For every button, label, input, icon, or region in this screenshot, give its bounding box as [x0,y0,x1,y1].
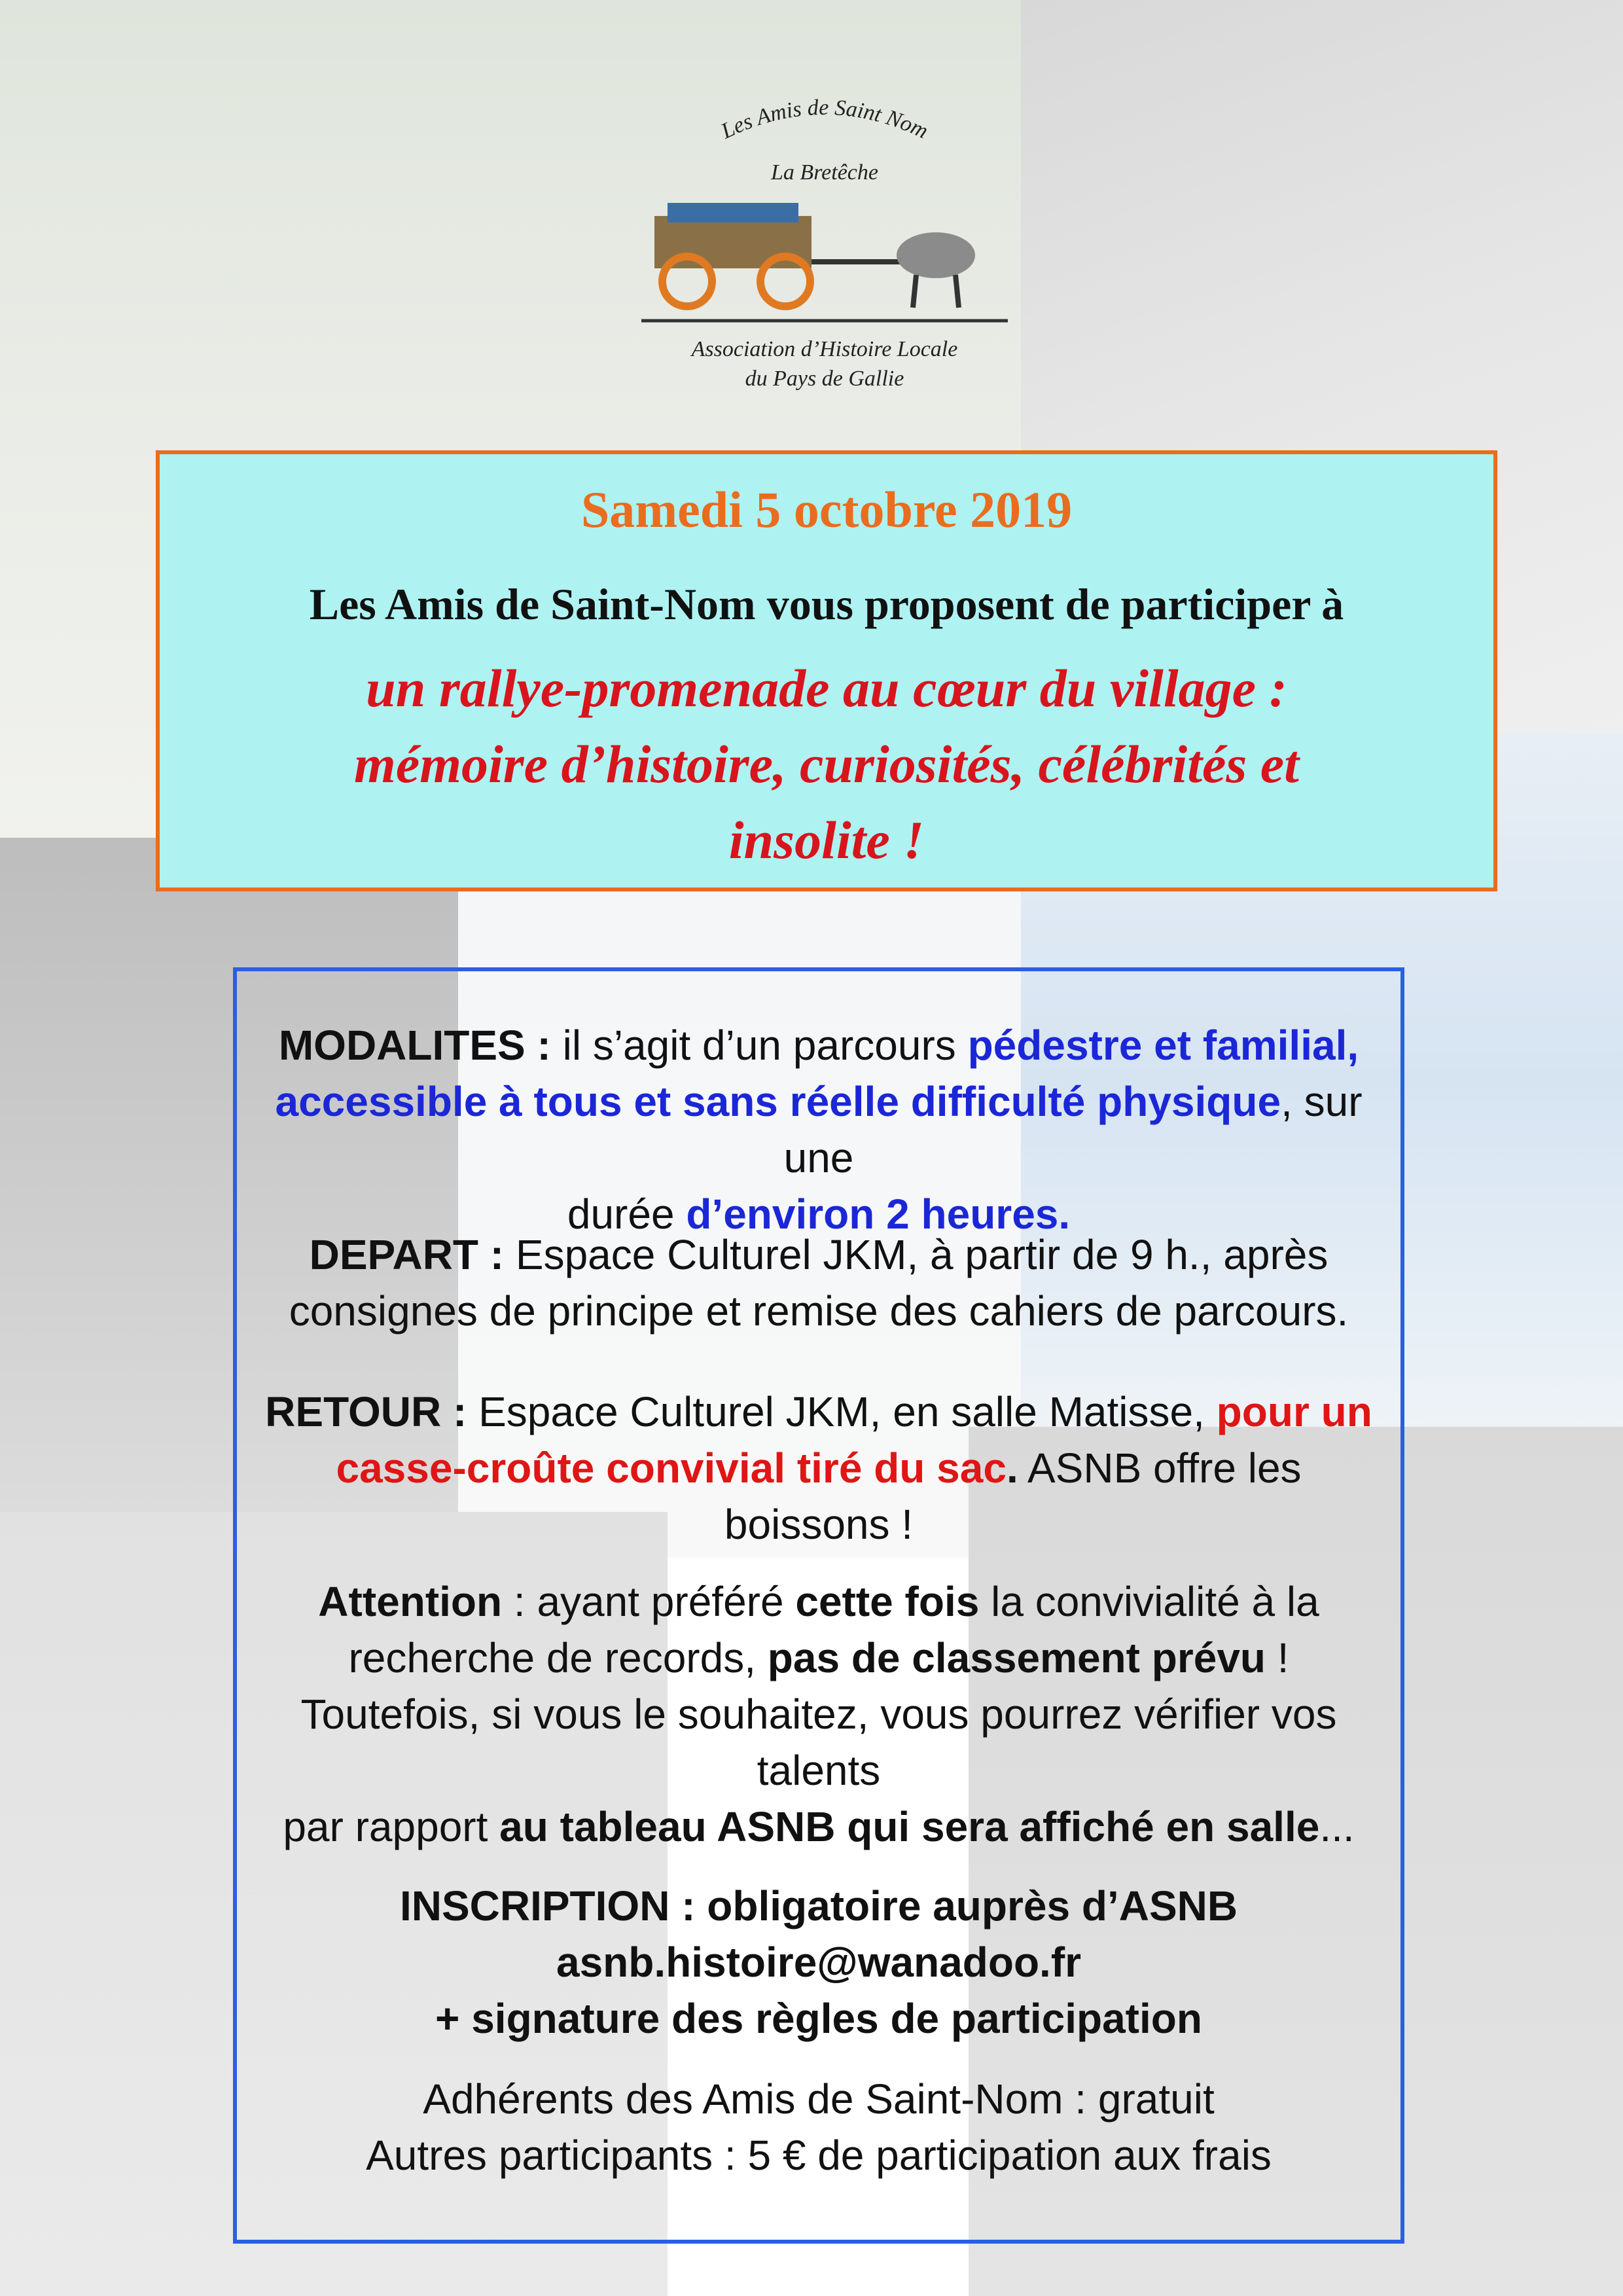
attention-label: Attention [318,1578,503,1625]
attention-bold-3: au tableau ASNB qui sera affiché en salle [499,1803,1320,1850]
event-title-line-2: mémoire d’histoire, curiosités, célébrités et [354,734,1299,794]
retour-highlight-1: pour un [1216,1388,1372,1435]
attention-text-7: ... [1319,1803,1355,1850]
event-title [186,651,1467,878]
inscription-paragraph [250,1878,1387,2047]
modalites-text-2: , sur une [783,1078,1363,1181]
event-header-box [156,450,1497,891]
modalites-text-3: durée [567,1191,687,1238]
inscription-rules: + signature des règles de participation [435,1995,1202,2042]
attention-bold-2: pas de classement prévu [767,1634,1266,1681]
attention-text-4: ! [1266,1634,1289,1681]
svg-text:Les Amis de Saint Nom: Les Amis de Saint Nom [717,95,932,144]
depart-paragraph [250,1227,1387,1339]
event-title-line-3: insolite ! [728,810,925,870]
inscription-email[interactable]: asnb.histoire@wanadoo.fr [556,1939,1082,1986]
logo-line-2: du Pays de Gallie [745,367,904,391]
attention-text-3: recherche de records, [348,1634,768,1681]
depart-text-1: Espace Culturel JKM, à partir de 9 h., après [504,1231,1329,1278]
attention-text-5: Toutefois, si vous le souhaitez, vous pourrez vérifier vos talents [300,1691,1337,1794]
logo-subtitle: La Bretêche [771,160,878,185]
retour-highlight-2: casse-croûte convivial tiré du sac [336,1444,1007,1492]
modalites-label: MODALITES : [278,1022,551,1069]
retour-period: . [1006,1444,1018,1492]
modalites-highlight-1: pédestre et familial, [967,1022,1359,1069]
retour-label: RETOUR : [265,1388,467,1435]
logo-arc-text [615,79,1034,164]
attention-text-1: : ayant préféré [502,1578,796,1625]
attention-text-6: par rapport [283,1803,500,1850]
event-title-line-1: un rallye-promenade au cœur du village : [366,658,1287,718]
attention-text-2: la convivialité à la [979,1578,1319,1625]
tarif-others: Autres participants : 5 € de participation aux frais [366,2132,1272,2179]
event-date: Samedi 5 octobre 2019 [580,481,1073,538]
modalites-paragraph [250,1017,1387,1242]
retour-text-2: ASNB offre les boissons ! [724,1444,1302,1548]
attention-bold-1: cette fois [795,1578,980,1625]
depart-label: DEPART : [309,1231,505,1278]
logo-line-1: Association d’Histoire Locale [691,337,958,361]
modalites-highlight-2: accessible à tous et sans réelle difficulté physique [275,1078,1281,1125]
depart-text-2: consignes de principe et remise des cahiers de parcours. [289,1287,1349,1335]
association-logo [615,79,1034,406]
event-details-box [233,967,1404,2244]
event-intro: Les Amis de Saint-Nom vous proposent de participer à [309,579,1344,629]
ox-cart-icon [641,190,1008,334]
attention-paragraph [250,1573,1387,1855]
modalites-text: il s’agit d’un parcours [550,1022,968,1069]
modalites-duration: d’environ 2 heures. [686,1191,1071,1238]
tarif-members: Adhérents des Amis de Saint-Nom : gratuit [423,2075,1215,2123]
retour-paragraph [250,1384,1387,1552]
tarifs-paragraph [250,2071,1387,2183]
inscription-title: INSCRIPTION : obligatoire auprès d’ASNB [399,1882,1238,1929]
retour-text-1: Espace Culturel JKM, en salle Matisse, [467,1388,1217,1435]
